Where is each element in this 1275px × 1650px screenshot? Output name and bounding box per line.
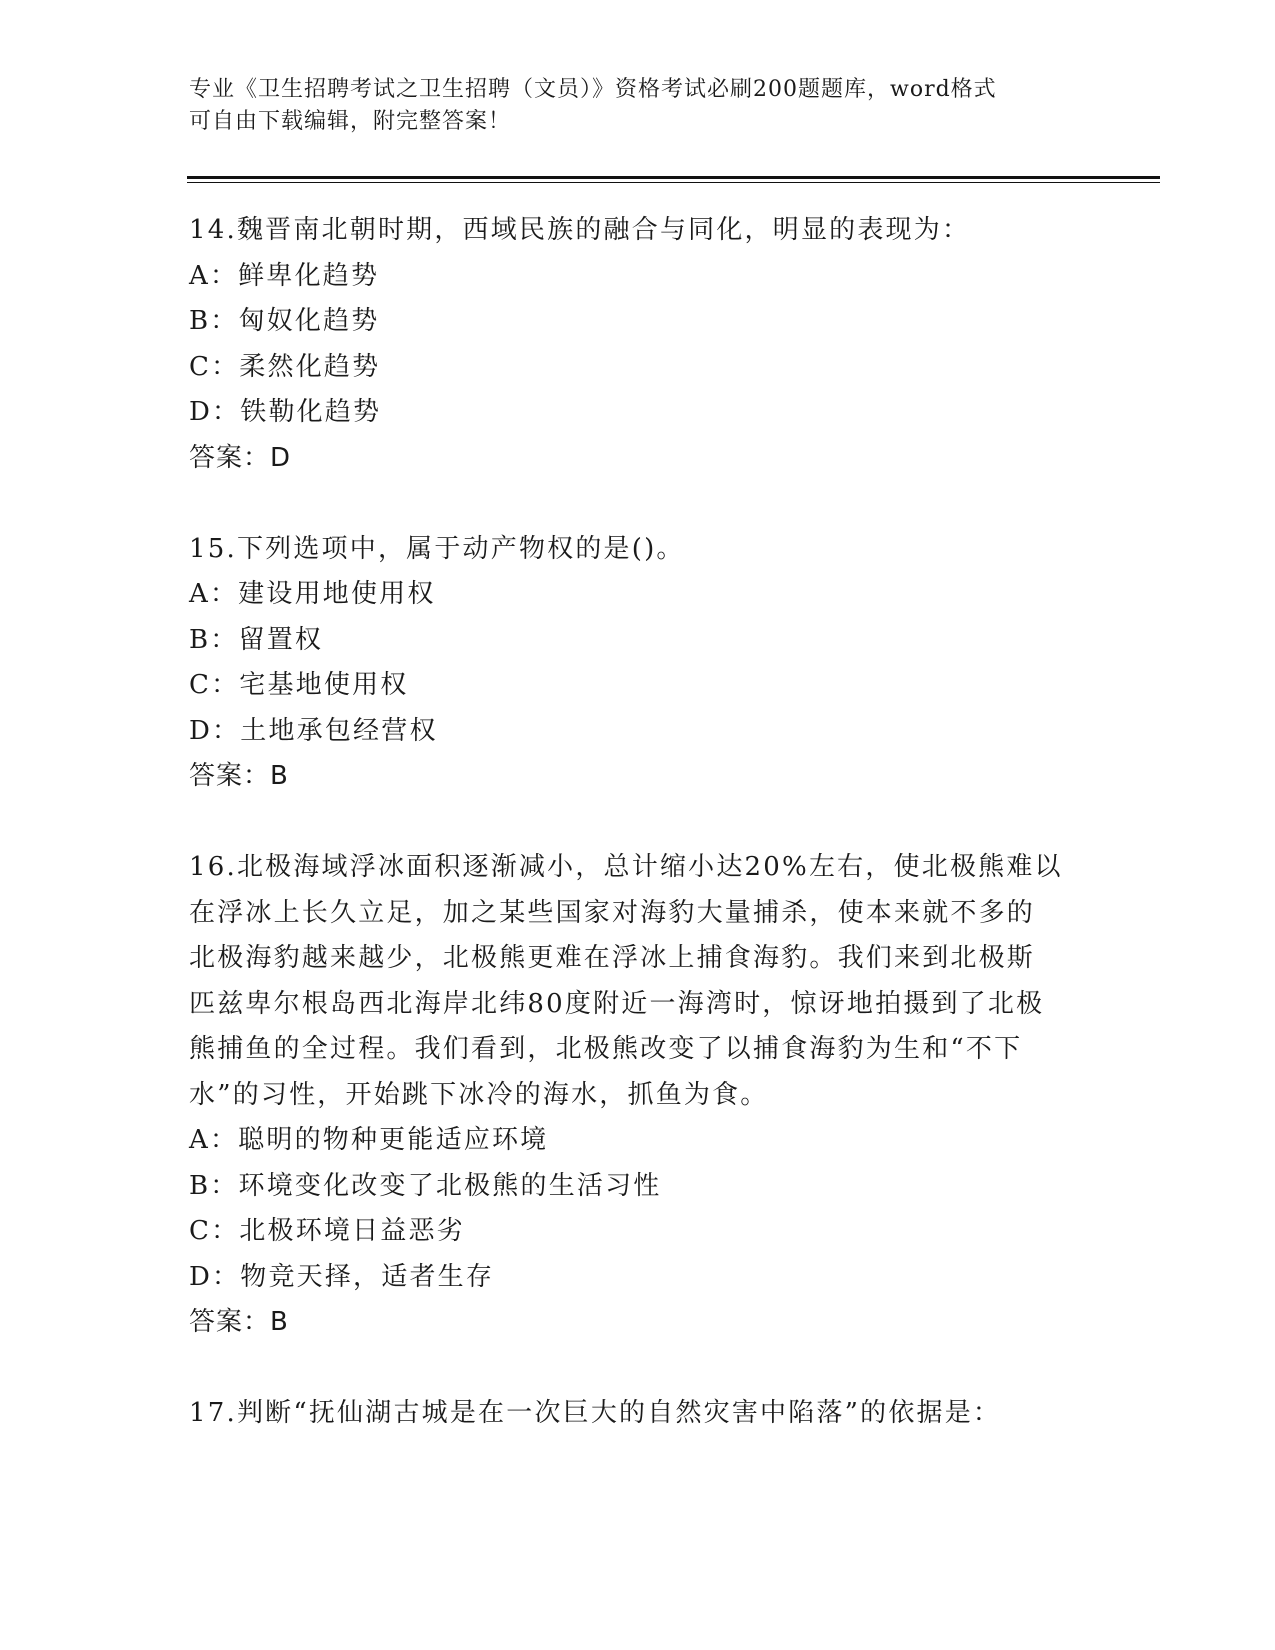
- question-stem: 17.判断“抚仙湖古城是在一次巨大的自然灾害中陷落”的依据是：: [189, 1398, 1002, 1428]
- header-rule-thin: [187, 182, 1160, 183]
- option-b: B：环境变化改变了北极熊的生活习性: [189, 1170, 662, 1201]
- option-c: C：北极环境日益恶劣: [189, 1216, 465, 1246]
- option-a: A：聪明的物种更能适应环境: [189, 1125, 549, 1155]
- option-d: D：物竞天择，适者生存: [189, 1261, 495, 1292]
- header-line-2: 可自由下载编辑，附完整答案！: [189, 109, 512, 134]
- answer-line: 答案：D: [189, 442, 292, 473]
- header-rule-thick: [187, 176, 1160, 179]
- option-d: D：土地承包经营权: [189, 715, 438, 746]
- question-stem-line: 水”的习性，开始跳下冰冷的海水，抓鱼为食。: [189, 1079, 769, 1110]
- question-stem-line: 北极海豹越来越少，北极熊更难在浮冰上捕食海豹。我们来到北极斯: [189, 943, 1036, 973]
- question-stem-line: 在浮冰上长久立足，加之某些国家对海豹大量捕杀，使本来就不多的: [189, 897, 1036, 928]
- document-header: [189, 74, 1069, 138]
- question-17: [189, 1391, 1089, 1437]
- option-c: C：宅基地使用权: [189, 670, 409, 700]
- option-b: B：留置权: [189, 624, 324, 655]
- question-stem: 14.魏晋南北朝时期，西域民族的融合与同化，明显的表现为：: [189, 215, 971, 245]
- question-stem-line: 熊捕鱼的全过程。我们看到，北极熊改变了以捕食海豹为生和“不下: [189, 1034, 1023, 1064]
- question-16: [189, 845, 1089, 1346]
- question-stem: 15.下列选项中，属于动产物权的是()。: [189, 533, 685, 564]
- question-stem-line: 16.北极海域浮冰面积逐渐减小，总计缩小达20%左右，使北极熊难以: [189, 852, 1063, 882]
- option-a: A：建设用地使用权: [189, 579, 436, 609]
- question-list: [189, 208, 1089, 1482]
- option-c: C：柔然化趋势: [189, 351, 381, 382]
- answer-line: 答案：B: [189, 761, 289, 791]
- question-14: [189, 208, 1089, 481]
- header-line-1: 专业《卫生招聘考试之卫生招聘（文员）》资格考试必刷200题题库，word格式: [189, 77, 997, 102]
- question-stem-line: 匹兹卑尔根岛西北海岸北纬80度附近一海湾时，惊讶地拍摄到了北极: [189, 988, 1045, 1019]
- question-15: [189, 527, 1089, 800]
- option-d: D：铁勒化趋势: [189, 397, 382, 427]
- option-a: A：鲜卑化趋势: [189, 260, 380, 291]
- option-b: B：匈奴化趋势: [189, 306, 380, 336]
- answer-line: 答案：B: [189, 1307, 289, 1337]
